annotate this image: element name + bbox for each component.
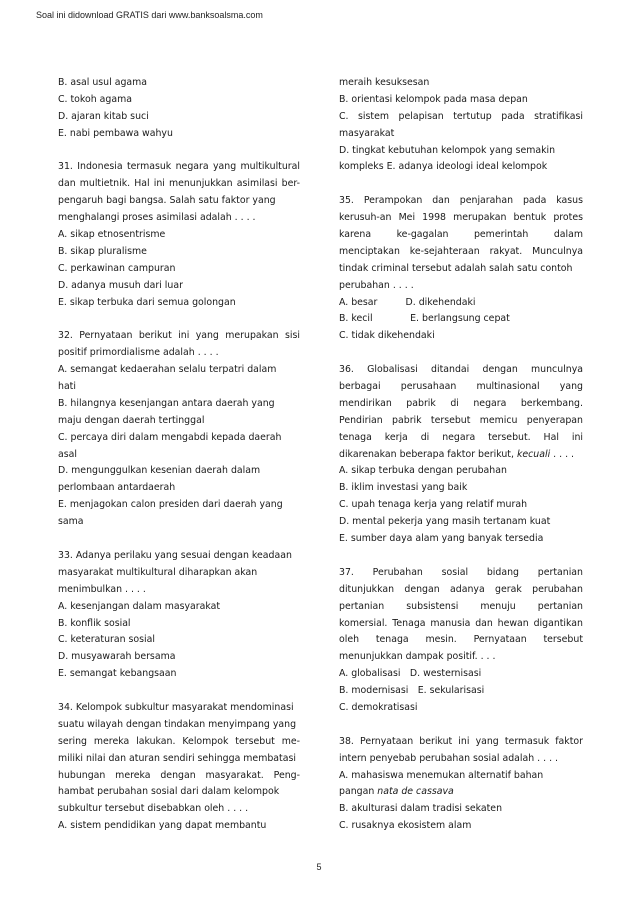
option-line: B. hilangnya kesenjangan antara daerah yang <box>58 397 275 409</box>
question-38-line: 38. Pernyataan berikut ini yang termasuk faktor <box>339 735 583 747</box>
question-34-line: sering mereka lakukan. Kelompok tersebut me- <box>58 735 300 747</box>
option-line: E. nabi pembawa wahyu <box>58 127 173 139</box>
option-line: masyarakat <box>339 127 395 139</box>
option-line: B. kecil E. berlangsung cepat <box>339 313 510 325</box>
page-number: 5 <box>316 862 322 872</box>
option-line: C. tidak dikehendaki <box>339 330 435 342</box>
option-line: A. mahasiswa menemukan alternatif bahan <box>339 769 544 781</box>
option-line: B. orientasi kelompok pada masa depan <box>339 93 528 105</box>
question-31-line: menghalangi proses asimilasi adalah . . . . <box>58 212 256 224</box>
option-line: C. upah tenaga kerja yang relatif murah <box>339 499 528 511</box>
question-32-line: positif primordialisme adalah . . . . <box>58 347 219 359</box>
question-37-line: oleh tenaga mesin. Pernyataan tersebut <box>339 634 583 646</box>
option-line: C. rusaknya ekosistem alam <box>339 820 472 832</box>
question-35-line: karena ke-gagalan pemerintah dalam <box>339 229 583 241</box>
option-line: D. tingkat kebutuhan kelompok yang semakin <box>339 144 556 156</box>
question-35-line: perubahan . . . . <box>339 279 414 291</box>
question-35-line: 35. Perampokan dan penjarahan pada kasus <box>339 195 583 207</box>
option-line: B. modernisasi E. sekularisasi <box>339 685 485 697</box>
option-line: E. sumber daya alam yang banyak tersedia <box>339 533 544 545</box>
option-line: E. sikap terbuka dari semua golongan <box>58 296 236 308</box>
question-34-line: suatu wilayah dengan tindakan menyimpang yang <box>58 718 297 730</box>
option-line: A. kesenjangan dalam masyarakat <box>58 600 221 612</box>
question-37-line: 37. Perubahan sosial bidang pertanian <box>339 566 583 578</box>
question-35-line: kerusuh-an Mei 1998 merupakan bentuk protes <box>339 212 583 224</box>
option-line: A. besar D. dikehendaki <box>339 296 476 308</box>
option-line: B. sikap pluralisme <box>58 245 147 257</box>
option-line: C. keteraturan sosial <box>58 634 156 646</box>
option-line: B. asal usul agama <box>58 77 148 88</box>
italic-term: nata de cassava <box>377 786 454 798</box>
question-31-line: 31. Indonesia termasuk negara yang multikultural <box>58 161 300 173</box>
question-31-line: dan multietnik. Hal ini menunjukkan asimilasi ber- <box>58 178 300 190</box>
option-line: C. percaya diri dalam mengabdi kepada daerah <box>58 431 282 443</box>
option-line: C. tokoh agama <box>58 93 132 105</box>
option-line: D. mental pekerja yang masih tertanam kuat <box>339 516 551 528</box>
question-36-line: tenaga kerja di negara tersebut. Hal ini <box>339 431 583 443</box>
question-32-line: 32. Pernyataan berikut ini yang merupakan sisi <box>58 330 300 342</box>
left-column <box>58 75 300 835</box>
question-33-line: menimbulkan . . . . <box>58 583 146 595</box>
option-line: D. mengunggulkan kesenian daerah dalam <box>58 465 261 477</box>
question-36-line: 36. Globalisasi ditandai dengan munculnya <box>339 364 583 376</box>
question-38-line: intern penyebab perubahan sosial adalah . . . . <box>339 752 559 764</box>
option-line: meraih kesuksesan <box>339 77 430 88</box>
option-line: hati <box>58 381 76 393</box>
question-36-line: Pendirian pabrik tersebut memicu penyerapan <box>339 414 583 426</box>
watermark-text: Soal ini didownload GRATIS dari www.banksoalsma.com <box>36 10 263 20</box>
question-35-line: menciptakan ke-sejahteraan rakyat. Munculnya <box>339 245 583 257</box>
option-line: asal <box>58 448 77 460</box>
question-37-line: ditunjukkan dengan adanya gerak perubahan <box>339 583 583 595</box>
option-line: kompleks E. adanya ideologi ideal kelompok <box>339 161 548 173</box>
option-line: D. adanya musuh dari luar <box>58 279 183 291</box>
question-37-line: pertanian subsistensi menuju pertanian <box>339 600 583 612</box>
option-line: D. ajaran kitab suci <box>58 110 149 122</box>
option-line: A. sikap etnosentrisme <box>58 229 166 241</box>
option-line: B. akulturasi dalam tradisi sekaten <box>339 803 503 815</box>
right-column <box>339 75 583 835</box>
question-34-line: subkultur tersebut disebabkan oleh . . . . <box>58 803 249 815</box>
option-line: pangan nata de cassava <box>339 786 454 798</box>
question-33-line: 33. Adanya perilaku yang sesuai dengan keadaan <box>58 549 292 561</box>
question-34-line: miliki nilai dan aturan sendiri sehingga membatasi <box>58 752 296 764</box>
option-line: perlombaan antardaerah <box>58 482 176 494</box>
question-34-line: 34. Kelompok subkultur masyarakat mendominasi <box>58 701 294 713</box>
option-line: E. semangat kebangsaan <box>58 668 177 680</box>
option-line: C. demokratisasi <box>339 701 418 713</box>
italic-word: kecuali <box>516 448 551 460</box>
question-36-line: berbagai perusahaan multinasional yang <box>339 381 583 393</box>
question-37-line: komersial. Tenaga manusia dan hewan digantikan <box>339 617 583 629</box>
question-34-line: hubungan mereka dengan masyarakat. Peng- <box>58 769 300 781</box>
question-35-line: tindak criminal tersebut adalah salah satu contoh <box>339 262 573 274</box>
question-37-line: menunjukkan dampak positif. . . . <box>339 651 496 663</box>
option-line: A. sistem pendidikan yang dapat membantu <box>58 820 267 832</box>
option-line: maju dengan daerah tertinggal <box>58 414 205 426</box>
question-36-line: mendirikan pabrik di negara berkembang. <box>339 397 583 409</box>
option-line: E. menjagokan calon presiden dari daerah yang <box>58 499 283 511</box>
question-34-line: hambat perubahan sosial dari dalam kelompok <box>58 786 280 798</box>
option-line: D. musyawarah bersama <box>58 651 176 663</box>
question-36-line: dikarenakan beberapa faktor berikut, kecuali . . . . <box>339 448 575 460</box>
option-line: B. iklim investasi yang baik <box>339 482 468 494</box>
option-line: C. sistem pelapisan tertutup pada stratifikasi <box>339 110 583 122</box>
option-line: A. globalisasi D. westernisasi <box>339 668 482 680</box>
option-line: A. sikap terbuka dengan perubahan <box>339 465 507 477</box>
question-31-line: pengaruh bagi bangsa. Salah satu faktor yang <box>58 195 276 207</box>
option-line: sama <box>58 516 84 528</box>
option-line: B. konflik sosial <box>58 617 131 629</box>
question-33-line: masyarakat multikultural diharapkan akan <box>58 566 258 578</box>
option-line: A. semangat kedaerahan selalu terpatri dalam <box>58 364 277 376</box>
option-line: C. perkawinan campuran <box>58 262 176 274</box>
